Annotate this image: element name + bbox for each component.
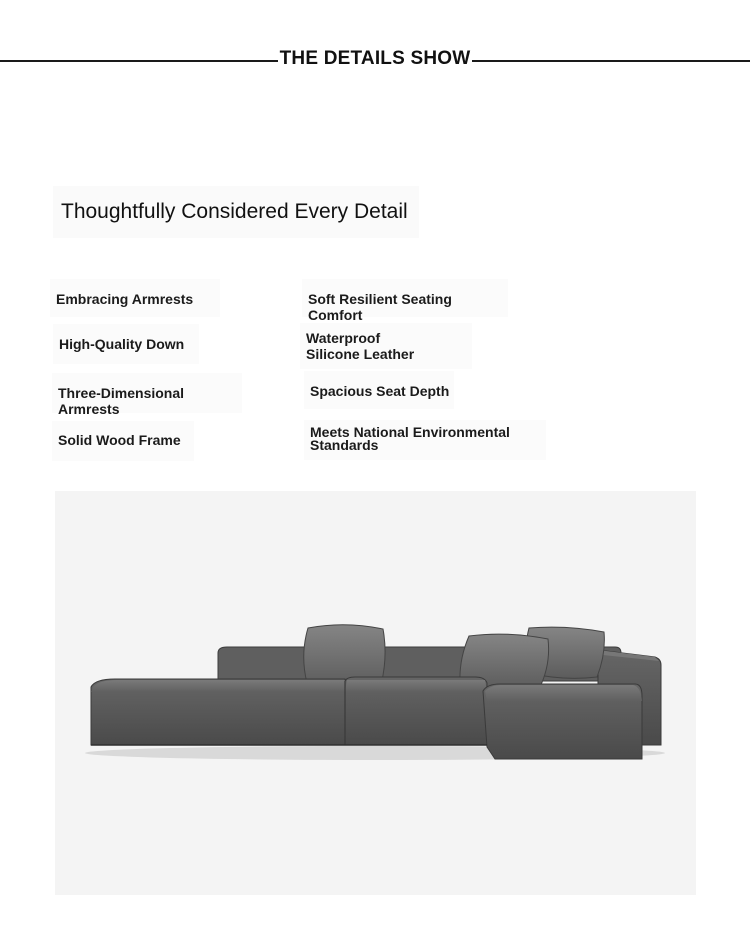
feature-high-quality-down: High-Quality Down — [53, 324, 199, 364]
header-rule-left — [0, 60, 278, 62]
section-header — [0, 46, 750, 76]
sofa-illustration — [55, 491, 696, 895]
header-rule-right — [472, 60, 750, 62]
feature-waterproof-silicone-leather: Waterproof Silicone Leather — [300, 323, 472, 369]
feature-embracing-armrests: Embracing Armrests — [50, 279, 220, 317]
feature-environmental-standards: Meets National Environmental Standards — [304, 420, 546, 460]
headline: Thoughtfully Considered Every Detail — [53, 186, 419, 238]
feature-three-dimensional-armrests: Three-Dimensional Armrests — [52, 373, 242, 413]
feature-spacious-seat-depth: Spacious Seat Depth — [304, 371, 454, 409]
feature-soft-resilient-seating: Soft Resilient Seating Comfort — [302, 279, 508, 317]
sofa-product-photo — [55, 491, 696, 895]
section-title: THE DETAILS SHOW — [279, 48, 471, 69]
feature-solid-wood-frame: Solid Wood Frame — [52, 421, 194, 461]
